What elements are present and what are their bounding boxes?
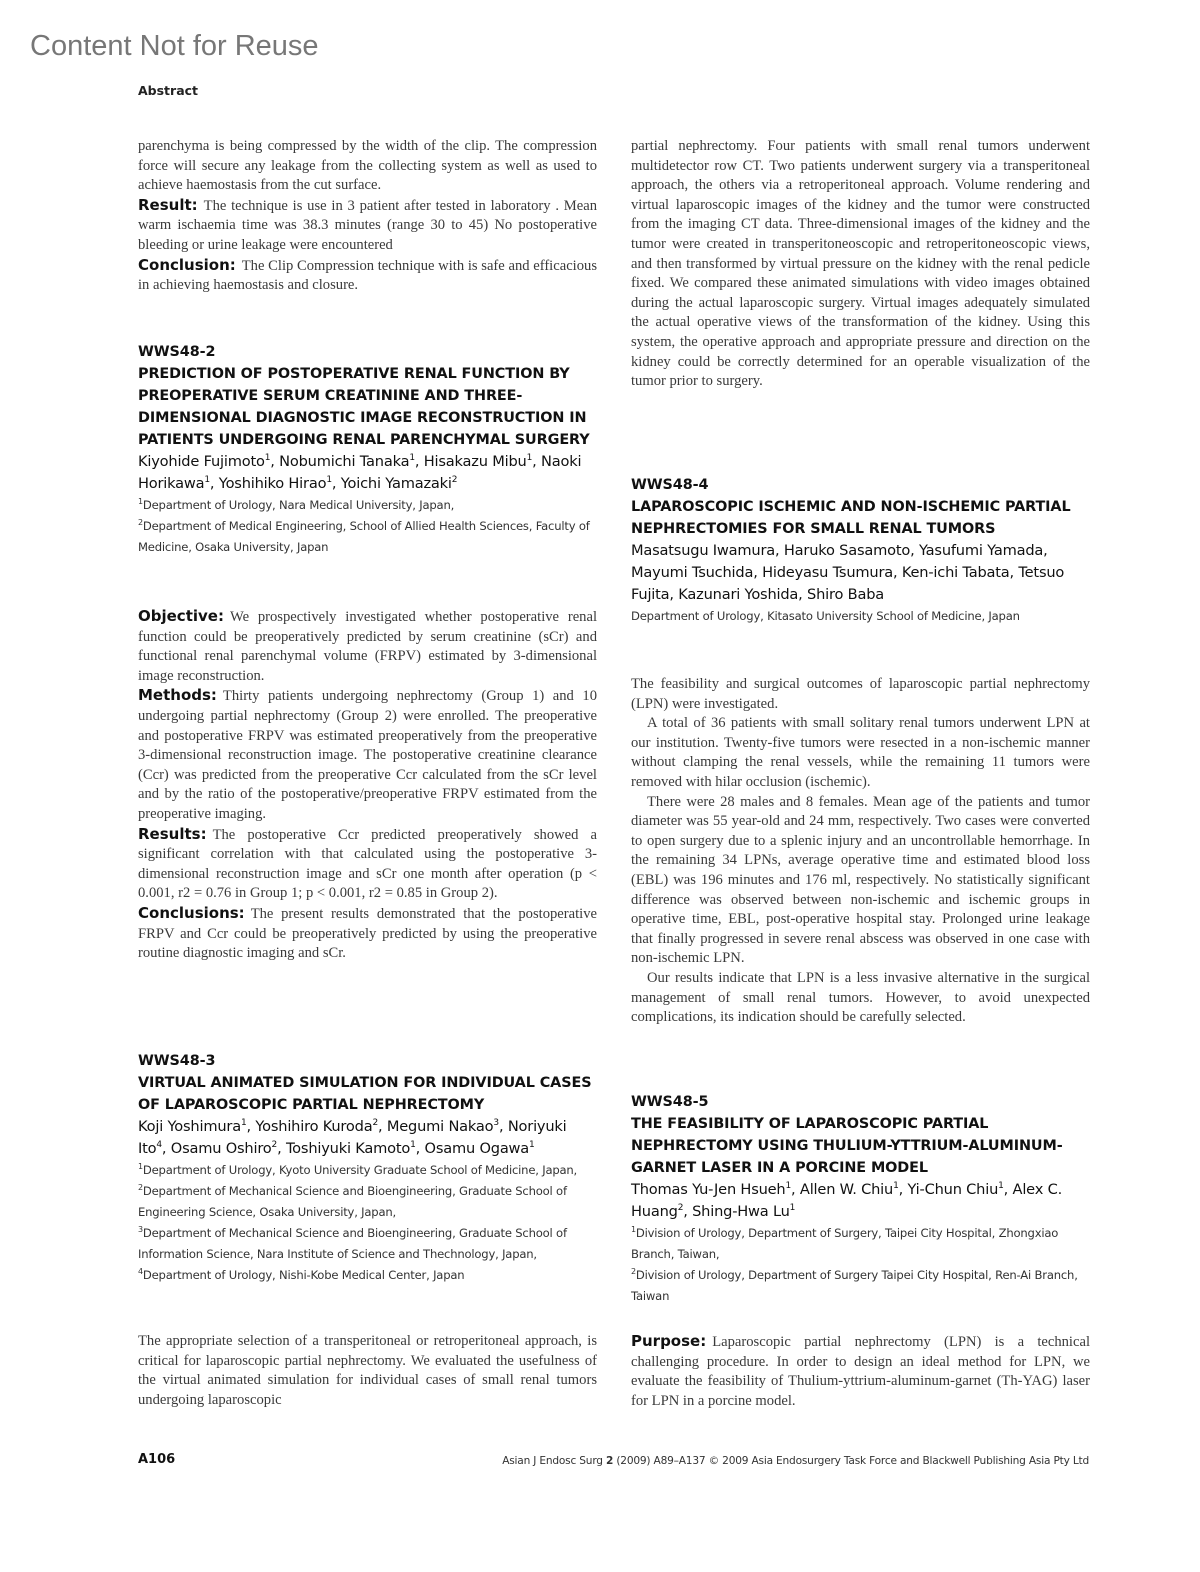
author: Yi-Chun Chiu$^1$ (907, 1181, 1004, 1198)
affiliation-marker: 1 (893, 1181, 899, 1191)
affiliation-marker: 4 (156, 1140, 162, 1150)
paragraph: parenchyma is being compressed by the width of the clip. The compression force will secure any leakage from the collecting system as well as used to achieve haemostasis from the cut surface. (138, 138, 597, 194)
affiliation-marker: 1 (529, 1140, 535, 1150)
affiliation: $^2$Department of Mechanical Science and Bioengineering, Graduate School of Engineering Science, Osaka University, Japan, (138, 1183, 567, 1219)
affiliation-marker: 2 (138, 1183, 143, 1192)
author: Koji Yoshimura$^1$ (138, 1118, 247, 1135)
conclusions-label: Conclusions: (138, 903, 245, 922)
abstract-code: WWS48-5 (631, 1094, 709, 1110)
abstract-wws48-3 (138, 1050, 597, 1286)
result-text: The technique is use in 3 patient after tested in laboratory . Mean warm ischaemia time was 38.3 minutes (range 30 to 45) No postoperative bleeding or urine leakage were encountered (138, 197, 597, 253)
author-list: Kiyohide Fujimoto$^1$, Nobumichi Tanaka$^1$, Hisakazu Mibu$^1$, Naoki Horikawa$^1$, Yoshihiko Hirao$^1$, Yoichi Yamazaki$^2$ (138, 453, 582, 492)
affiliation-list (631, 1223, 1090, 1307)
author: Kiyohide Fujimoto$^1$ (138, 453, 271, 470)
affiliation-marker: 1 (998, 1181, 1004, 1191)
purpose-label: Purpose: (631, 1332, 707, 1350)
affiliation-marker: 1 (526, 453, 533, 463)
abstract-wws48-4-body (631, 675, 1090, 1028)
affiliation-marker: 4 (138, 1267, 143, 1276)
author: Nobumichi Tanaka$^1$ (279, 453, 415, 470)
affiliation-marker: 1 (409, 453, 415, 463)
continuation-abstract (138, 137, 597, 296)
affiliation-marker: 1 (204, 475, 210, 485)
conclusion-paragraph (138, 256, 597, 296)
abstract-wws48-3-continued (631, 137, 1090, 392)
abstract-code: WWS48-2 (138, 344, 216, 360)
affiliation: $^2$Division of Urology, Department of Surgery Taipei City Hospital, Ren-Ai Branch, Taiwan (631, 1267, 1078, 1303)
affiliation: $^1$Division of Urology, Department of Surgery, Taipei City Hospital, Zhongxiao Branch, Taiwan, (631, 1225, 1059, 1261)
abstract-wws48-5 (631, 1091, 1090, 1307)
affiliation-marker: 1 (138, 1162, 143, 1171)
journal-citation (502, 1455, 1089, 1467)
abstract-code: WWS48-4 (631, 477, 709, 493)
affiliation-marker: 2 (631, 1267, 636, 1276)
affiliation-marker: 2 (372, 1118, 378, 1128)
affiliation: $^4$Department of Urology, Nishi-Kobe Medical Center, Japan (138, 1267, 465, 1282)
conclusions-text: The present results demonstrated that the postoperative FRPV and Ccr could be preoperatively predicted by using the preoperative routine diagnostic imaging and sCr. (138, 905, 597, 962)
citation-rest: (2009) A89–A137 © 2009 Asia Endosurgery Task Force and Blackwell Publishing Asia Pty Ltd (616, 1455, 1089, 1467)
purpose-paragraph (631, 1332, 1090, 1411)
affiliation: $^1$Department of Urology, Nara Medical University, Japan, (138, 497, 455, 512)
methods-text: Thirty patients undergoing nephrectomy (Group 1) and 10 undergoing partial nephrectomy (Group 2) were enrolled. The preoperative and postoperative FRPV was estimated preoperatively from the preoperative 3-dimensional reconstruction image. The postoperative creatinine clearance (Ccr) was predicted from the preoperative Ccr calculated from the sCr level and by the ratio of the postoperative/preoperative FRPV estimated from the preoperative imaging. (138, 688, 597, 822)
methods-paragraph (138, 686, 597, 824)
affiliation: $^3$Department of Mechanical Science and Bioengineering, Graduate School of Information Science, Nara Institute of Science and Thechnology, Japan, (138, 1225, 567, 1261)
affiliation-marker: 1 (264, 453, 271, 463)
author: Naoki Horikawa$^1$ (138, 453, 582, 492)
abstract-wws48-2-body (138, 607, 597, 964)
paragraph: A total of 36 patients with small solitary renal tumors underwent LPN at our institution. Twenty-five tumors were resected in a non-ischemic manner without clamping the renal vessels, while the remaining 11 tumors were removed with hilar occlusion (ischemic). (631, 715, 1090, 790)
purpose-text: Laparoscopic partial nephrectomy (LPN) is a technical challenging procedure. In order to design an ideal method for LPN, we evaluate the feasibility of Thulium-yttrium-aluminum-garnet (Th-YAG) laser for LPN in a porcine model. (631, 1334, 1090, 1409)
affiliation-marker: 3 (493, 1118, 499, 1128)
author: Allen W. Chiu$^1$ (799, 1181, 899, 1198)
page-number: A106 (138, 1452, 176, 1467)
author: Osamu Oshiro$^2$ (170, 1140, 278, 1157)
author: Osamu Ogawa$^1$ (424, 1140, 535, 1157)
methods-label: Methods: (138, 686, 217, 705)
affiliation-marker: 2 (271, 1140, 278, 1150)
author: Toshiyuki Kamoto$^1$ (285, 1140, 416, 1157)
abstract-title: LAPAROSCOPIC ISCHEMIC AND NON-ISCHEMIC PARTIAL NEPHRECTOMIES FOR SMALL RENAL TUMORS (631, 499, 1071, 537)
paragraph: The feasibility and surgical outcomes of laparoscopic partial nephrectomy (LPN) were investigated. (631, 676, 1090, 712)
journal-volume: 2 (606, 1455, 614, 1467)
paragraph: Our results indicate that LPN is a less invasive alternative in the surgical management of small renal tumors. However, to avoid unexpected complications, its indication should be carefully selected. (631, 969, 1090, 1026)
paragraph: partial nephrectomy. Four patients with small renal tumors underwent multidetector row CT. Two patients underwent surgery via a transperitoneal approach, the others via a retroperitoneal approach. Volume rendering and virtual laparoscopic images of the kidney and the tumor were constructed from the imaging CT data. Three-dimensional images of the kidney and the tumor were created in transperitoneoscopic and retroperitoneoscopic views, and then transformed by virtual pressure on the kidney with the renal pedicle fixed. We compared these animated simulations with video images obtained during the actual laparoscopic surgery. Virtual images adequately simulated the actual operative views of the transformation of the kidney. Using this system, the operative approach and appropriate pressure and direction on the kidney could be correctly determined for an operable visualization of the tumor prior to surgery. (631, 138, 1090, 390)
section-header: Abstract (138, 83, 199, 98)
affiliation-marker: 2 (677, 1203, 684, 1213)
results-text: The postoperative Ccr predicted preoperatively showed a significant correlation with that calculated using the postoperative 3-dimensional reconstruction image and sCr one month after operation (p < 0.001, r2 = 0.76 in Group 1; p < 0.001, r2 = 0.85 in Group 2). (138, 826, 597, 902)
author: Noriyuki Ito$^4$ (138, 1118, 567, 1157)
author: Yoshihiro Kuroda$^2$ (255, 1118, 378, 1135)
affiliation: Department of Urology, Kitasato University School of Medicine, Japan (631, 609, 1020, 623)
abstract-wws48-3-body (138, 1332, 597, 1410)
author-list: Masatsugu Iwamura, Haruko Sasamoto, Yasufumi Yamada, Mayumi Tsuchida, Hideyasu Tsumura, Ken-ichi Tabata, Tetsuo Fujita, Kazunari Yoshida, Shiro Baba (631, 542, 1065, 603)
affiliation-list (138, 495, 597, 558)
author-list: Thomas Yu-Jen Hsueh$^1$, Allen W. Chiu$^1$, Yi-Chun Chiu$^1$, Alex C. Huang$^2$, Shing-Hwa Lu$^1$ (631, 1181, 1063, 1220)
abstract-code: WWS48-3 (138, 1053, 216, 1069)
affiliation-marker: 3 (138, 1225, 143, 1234)
affiliation: $^2$Department of Medical Engineering, School of Allied Health Sciences, Faculty of Medicine, Osaka University, Japan (138, 518, 590, 554)
affiliation-marker: 2 (451, 475, 458, 485)
result-label: Result: (138, 195, 198, 214)
results-paragraph (138, 825, 597, 904)
objective-paragraph (138, 607, 597, 686)
author: Alex C. Huang$^2$ (631, 1181, 1063, 1220)
conclusion-text: The Clip Compression technique with is safe and efficacious in achieving haemostasis and closure. (138, 257, 597, 294)
affiliation-marker: 2 (138, 518, 143, 527)
author: Yoshihiko Hirao$^1$ (218, 475, 332, 492)
affiliation-marker: 1 (631, 1225, 636, 1234)
author-list: Koji Yoshimura$^1$, Yoshihiro Kuroda$^2$, Megumi Nakao$^3$, Noriyuki Ito$^4$, Osamu Oshiro$^2$, Toshiyuki Kamoto$^1$, Osamu Ogawa$^1$ (138, 1118, 567, 1157)
abstract-title: VIRTUAL ANIMATED SIMULATION FOR INDIVIDUAL CASES OF LAPAROSCOPIC PARTIAL NEPHRECTOMY (138, 1075, 592, 1113)
affiliation-marker: 1 (785, 1181, 792, 1191)
author: Hisakazu Mibu$^1$ (423, 453, 533, 470)
abstract-wws48-4 (631, 474, 1090, 627)
results-label: Results: (138, 824, 207, 843)
watermark: Content Not for Reuse (30, 30, 319, 62)
affiliation-marker: 1 (138, 497, 143, 506)
affiliation: $^1$Department of Urology, Kyoto University Graduate School of Medicine, Japan, (138, 1162, 578, 1177)
affiliation-marker: 1 (789, 1203, 796, 1213)
conclusion-label: Conclusion: (138, 255, 236, 274)
objective-label: Objective: (138, 607, 224, 625)
author: Yoichi Yamazaki$^2$ (340, 475, 458, 492)
paragraph: There were 28 males and 8 females. Mean age of the patients and tumor diameter was 55 year-old and 24 mm, respectively. Two cases were converted to open surgery due to a splenic injury and an uncontrollable hemorrhage. In the remaining 34 LPNs, average operative time and estimated blood loss (EBL) was 196 minutes and 176 ml, respectively. No statistically significant difference was observed between non-ischemic and ischemic groups in operative time, EBL, post-operative hospital stay. Prolonged urine leakage that finally progressed in severe renal abscess was observed in one case with non-ischemic LPN. (631, 793, 1090, 967)
author: Thomas Yu-Jen Hsueh$^1$ (631, 1181, 792, 1198)
conclusions-paragraph (138, 904, 597, 964)
affiliation-list (138, 1160, 597, 1286)
author: Megumi Nakao$^3$ (386, 1118, 499, 1135)
affiliation-marker: 1 (326, 475, 332, 485)
affiliation-marker: 1 (410, 1140, 416, 1150)
abstract-title: PREDICTION OF POSTOPERATIVE RENAL FUNCTION BY PREOPERATIVE SERUM CREATININE AND THREE-DIMENSIONAL DIAGNOSTIC IMAGE RECONSTRUCTION IN PATIENTS UNDERGOING RENAL PARENCHYMAL SURGERY (138, 366, 590, 448)
affiliation-marker: 1 (240, 1118, 247, 1128)
paragraph: The appropriate selection of a transperitoneal or retroperitoneal approach, is critical for laparoscopic partial nephrectomy. We evaluated the usefulness of the virtual animated simulation for individual cases of small renal tumors undergoing laparoscopic (138, 1333, 597, 1408)
abstract-wws48-5-body (631, 1332, 1090, 1411)
abstract-wws48-2 (138, 341, 597, 558)
abstract-title: THE FEASIBILITY OF LAPAROSCOPIC PARTIAL NEPHRECTOMY USING THULIUM-YTTRIUM-ALUMINUM-GARNET LASER IN A PORCINE MODEL (631, 1116, 1063, 1176)
result-paragraph (138, 196, 597, 256)
journal-name: Asian J Endosc Surg (502, 1455, 603, 1467)
objective-text: We prospectively investigated whether postoperative renal function could be preoperatively predicted by serum creatinine (sCr) and functional renal parenchymal volume (FRPV) estimated by 3-dimensional image reconstruction. (138, 609, 597, 684)
author: Shing-Hwa Lu$^1$ (692, 1203, 796, 1220)
